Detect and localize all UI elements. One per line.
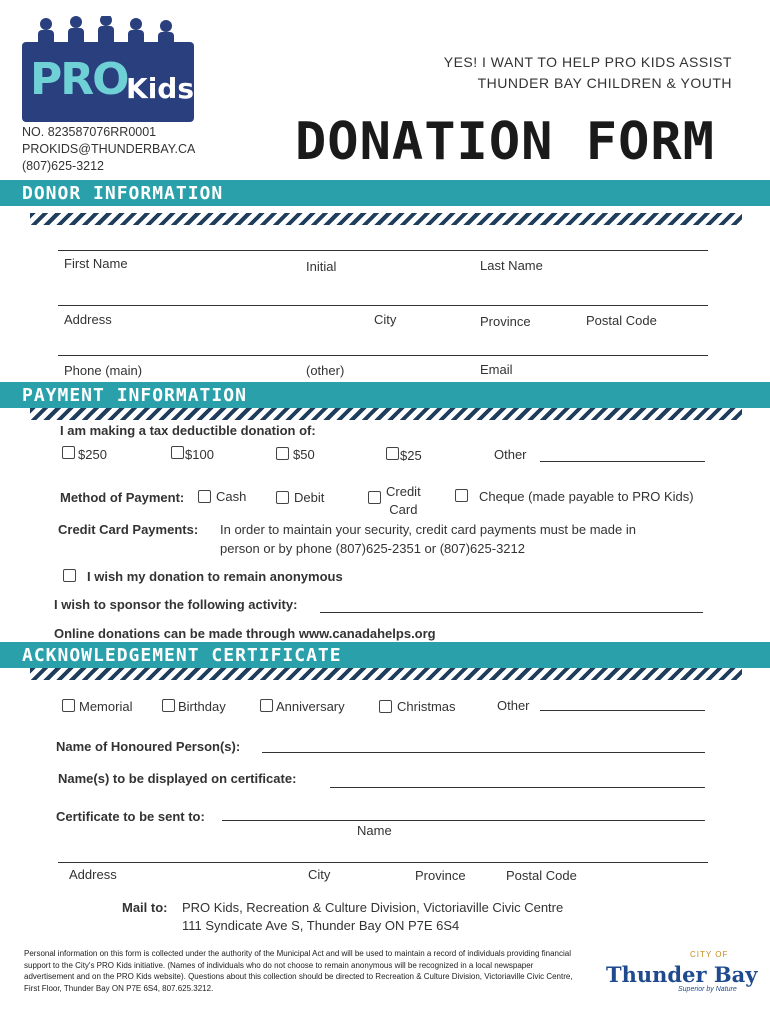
- amount-other-line[interactable]: [540, 461, 705, 462]
- contact-block: [22, 124, 195, 175]
- amount-50-checkbox[interactable]: [276, 447, 289, 460]
- address-label: Address: [64, 312, 112, 327]
- tagline-line1: YES! I WANT TO HELP PRO KIDS ASSIST: [443, 54, 732, 70]
- children-silhouette-icon: [28, 16, 178, 46]
- credit-line1: Credit: [386, 484, 421, 499]
- zigzag-divider: [30, 408, 742, 420]
- amount-100-label: $100: [185, 447, 214, 462]
- privacy-notice: Personal information on this form is collected under the authority of the Municipal Act and will be used to maintain a record of individuals providing financial support to the City's PRO Kids initiative. (Names of individuals who do not choose to remain anonymous will be recognized in a local newspaper advertisement and on the PRO Kids website). Questions about this collection should be directed to Recreation & Culture Division, Victoriaville Civic Centre, First Floor, Thunder Bay ON P7E 6S4, 807.625.3212.: [24, 949, 573, 993]
- phone-line[interactable]: [58, 355, 708, 356]
- credit-card-label: [386, 483, 421, 519]
- charity-number: NO. 823587076RR0001: [22, 125, 157, 139]
- payment-method-label: Method of Payment:: [60, 490, 185, 505]
- certificate-city-label: City: [308, 867, 331, 882]
- credit-card-payments-label: Credit Card Payments:: [58, 522, 199, 537]
- displayed-names-label: Name(s) to be displayed on certificate:: [58, 771, 297, 786]
- honoured-person-label: Name of Honoured Person(s):: [56, 739, 241, 754]
- certificate-name-label: Name: [357, 823, 392, 838]
- page-title: DONATION FORM: [295, 112, 715, 172]
- zigzag-divider: [30, 213, 742, 225]
- postal-code-label: Postal Code: [586, 313, 657, 328]
- memorial-checkbox[interactable]: [62, 699, 75, 712]
- sponsor-label: I wish to sponsor the following activity:: [54, 597, 298, 612]
- online-donation-note: Online donations can be made through www.canadahelps.org: [54, 626, 436, 641]
- anonymous-label: I wish my donation to remain anonymous: [87, 569, 343, 584]
- amount-250-checkbox[interactable]: [62, 446, 75, 459]
- amount-25-checkbox[interactable]: [386, 447, 399, 460]
- anonymous-checkbox[interactable]: [63, 569, 76, 582]
- certificate-postal-label: Postal Code: [506, 868, 577, 883]
- pro-kids-logo: [22, 42, 194, 122]
- mail-to-label: Mail to:: [122, 900, 168, 915]
- payment-section-header: [0, 382, 770, 408]
- amount-250-label: $250: [78, 447, 107, 462]
- tagline: [444, 52, 732, 94]
- phone-other-label: (other): [306, 363, 345, 378]
- ack-section-title: ACKNOWLEDGEMENT CERTIFICATE: [22, 645, 342, 666]
- motto-text: Superior by Nature: [678, 986, 737, 993]
- logo-pro-text: PRO: [30, 54, 128, 105]
- name-line[interactable]: [58, 250, 708, 251]
- debit-label: Debit: [294, 490, 325, 505]
- address-line[interactable]: [58, 305, 708, 306]
- donation-intro: I am making a tax deductible donation of:: [60, 423, 316, 438]
- last-name-label: Last Name: [480, 258, 543, 273]
- sponsor-line[interactable]: [320, 612, 703, 613]
- phone-main-label: Phone (main): [64, 363, 143, 378]
- zigzag-divider: [30, 668, 742, 680]
- city-of-text: CITY OF: [690, 950, 729, 959]
- occasion-other-label: Other: [497, 698, 530, 713]
- credit-card-info-line2: person or by phone (807)625-2351 or (807)625-3212: [220, 541, 525, 556]
- city-of-thunder-bay-logo: [606, 950, 756, 996]
- city-label: City: [374, 312, 397, 327]
- certificate-name-line[interactable]: [222, 820, 705, 821]
- honoured-person-line[interactable]: [262, 752, 705, 753]
- contact-email: PROKIDS@THUNDERBAY.CA: [22, 142, 196, 156]
- ack-section-header: [0, 642, 770, 668]
- birthday-label: Birthday: [178, 699, 226, 714]
- amount-25-label: $25: [400, 448, 422, 463]
- amount-other-label: Other: [494, 447, 527, 462]
- certificate-address-line[interactable]: [58, 862, 708, 863]
- memorial-label: Memorial: [79, 699, 133, 714]
- province-label: Province: [480, 314, 531, 329]
- mail-address-line2: 111 Syndicate Ave S, Thunder Bay ON P7E 6S4: [182, 918, 460, 933]
- tagline-line2: THUNDER BAY CHILDREN & YOUTH: [477, 75, 732, 91]
- certificate-province-label: Province: [415, 868, 466, 883]
- anniversary-label: Anniversary: [276, 699, 345, 714]
- mail-address-line1: PRO Kids, Recreation & Culture Division, Victoriaville Civic Centre: [182, 900, 564, 915]
- amount-50-label: $50: [293, 447, 315, 462]
- credit-card-info-line1: In order to maintain your security, credit card payments must be made in: [220, 522, 636, 537]
- christmas-checkbox[interactable]: [379, 700, 392, 713]
- anniversary-checkbox[interactable]: [260, 699, 273, 712]
- certificate-sent-label: Certificate to be sent to:: [56, 809, 205, 824]
- birthday-checkbox[interactable]: [162, 699, 175, 712]
- credit-card-checkbox[interactable]: [368, 491, 381, 504]
- certificate-address-label: Address: [69, 867, 117, 882]
- first-name-label: First Name: [64, 256, 128, 271]
- credit-line2: Card: [389, 502, 418, 517]
- occasion-other-line[interactable]: [540, 710, 705, 711]
- christmas-label: Christmas: [397, 699, 456, 714]
- logo-kids-text: Kids: [126, 72, 195, 105]
- debit-checkbox[interactable]: [276, 491, 289, 504]
- donor-section-header: [0, 180, 770, 206]
- amount-100-checkbox[interactable]: [171, 446, 184, 459]
- donor-section-title: DONOR INFORMATION: [22, 183, 224, 204]
- email-label: Email: [480, 362, 513, 377]
- cheque-checkbox[interactable]: [455, 489, 468, 502]
- contact-phone: (807)625-3212: [22, 159, 105, 173]
- cash-label: Cash: [216, 489, 247, 504]
- cash-checkbox[interactable]: [198, 490, 211, 503]
- payment-section-title: PAYMENT INFORMATION: [22, 385, 247, 406]
- cheque-label: Cheque (made payable to PRO Kids): [479, 489, 694, 504]
- thunder-bay-text: Thunder Bay: [606, 962, 758, 987]
- displayed-names-line[interactable]: [330, 787, 705, 788]
- initial-label: Initial: [306, 259, 337, 274]
